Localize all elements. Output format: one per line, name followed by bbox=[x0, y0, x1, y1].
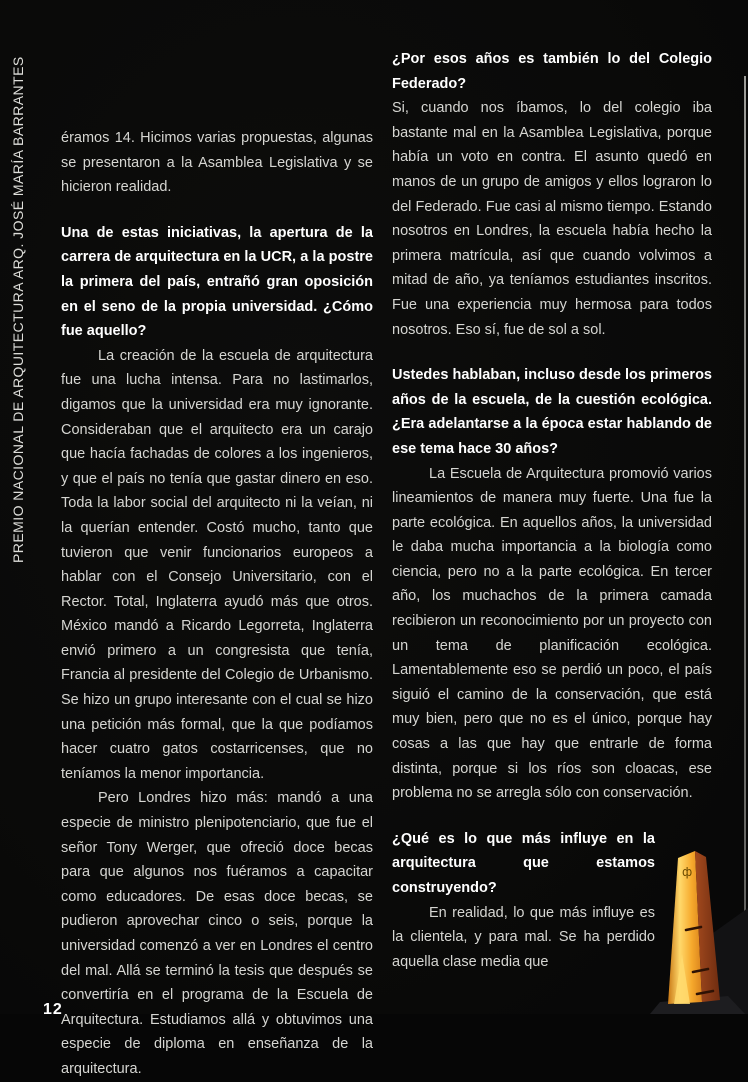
interview-question-1: Una de estas iniciativas, la apertura de la carrera de arquitectura en la UCR, a la postre la primera del país, entrañó gran oposición en el seno de la propia universidad. ¿Cómo fue aquello? bbox=[61, 224, 373, 340]
answer-3-paragraph: La Escuela de Arquitectura promovió varios lineamientos de manera muy fuerte. Una fue la parte ecológica. En aquellos años, la universidad le daba mucha importancia a la biología como ciencia, pero no a la parte ecológica. En tercer año, los muchachos de la primera camada recibieron un reconocimiento por un proyecto con un tema de planificación ecológica. Lamentablemente eso se perdió un poco, el país siguió el camino de la conservación, que está muy bien, pero que no es el único, porque hay cosas a las que hay que entrarle de forma distinta, porque si los ríos son cloacas, ese problema no se arregla sólo con conservación. bbox=[392, 465, 712, 802]
interview-question-2: ¿Por esos años es también lo del Colegio Federado? bbox=[392, 51, 712, 92]
intro-paragraph: éramos 14. Hicimos varias propuestas, algunas se presentaron a la Asamblea Legislativa y se hicieron realidad. bbox=[61, 130, 373, 196]
left-text-column bbox=[61, 126, 373, 1082]
award-sculpture-photo bbox=[648, 842, 748, 1014]
text-wrap-around-photo bbox=[392, 827, 655, 975]
right-text-column bbox=[392, 47, 712, 974]
answer-1-paragraph-2: Pero Londres hizo más: mandó a una especie de ministro plenipotenciario, que fue el señor Tony Werger, que ofreció doce becas para que algunos nos fuéramos a capacitar como educadores. De esas doce becas, se pudieron aprovechar cinco o seis, porque la universidad comenzó a ver en Londres el centro del mal. Allá se terminó la tesis que después se convertiría en el programa de la Escuela de Arquitectura. Estudiamos allá y obtuvimos una especie de diploma en enseñanza de la arquitectura. bbox=[61, 790, 373, 1077]
answer-2-paragraph: Si, cuando nos íbamos, lo del colegio iba bastante mal en la Asamblea Legislativa, porque había un voto en contra. El asunto quedó en manos de un grupo de amigos y ellos lograron lo del Federado. Fue casi al mismo tiempo. Estando nosotros en Londres, la escuela había hecho la primera matrícula, así que cuando volvimos a mitad de año, ya teníamos estudiantes inscritos. Fue una experiencia muy hermosa para todos nosotros. Eso sí, fue de sol a sol. bbox=[392, 100, 712, 338]
answer-4-paragraph: En realidad, lo que más influye es la clientela, y para mal. Se ha perdido aquella clase media que bbox=[392, 904, 655, 970]
phi-emblem-icon: ф bbox=[682, 865, 693, 879]
interview-question-4: ¿Qué es lo que más influye en la arquitectura que estamos construyendo? bbox=[392, 830, 655, 896]
answer-1-paragraph-1: La creación de la escuela de arquitectura fue una lucha intensa. Para no lastimarlos, digamos que la universidad era muy ignorante. Consideraban que el arquitecto era un carajo que hacía fachadas de colores a los ingenieros, y que el país no tenía que gastar dinero en eso. Toda la labor social del arquitecto ni la veían, ni la querían entender. Costó mucho, tanto que tuvieron que venir funcionarios europeos a hablar con el Consejo Universitario, con el Rector. Total, Inglaterra ayudó más que otros. México mandó a Ricardo Legorreta, Inglaterra envió primero a un congresista que tenía, Francia al presidente del Colegio de Urbanismo. Se hizo un grupo interesante con el cual se hizo una petición más formal, que la que podíamos hacer cuatro gatos costarricenses, que no teníamos la menor importancia. bbox=[61, 347, 373, 782]
interview-question-3: Ustedes hablaban, incluso desde los primeros años de la escuela, de la cuestión ecológica. ¿Era adelantarse a la época estar hablando de ese tema hace 30 años? bbox=[392, 367, 712, 457]
page-number: 12 bbox=[43, 1001, 63, 1018]
sidebar-vertical-title: PREMIO NACIONAL DE ARQUITECTURA ARQ. JOSÉ MARÍA BARRANTES bbox=[10, 56, 26, 563]
